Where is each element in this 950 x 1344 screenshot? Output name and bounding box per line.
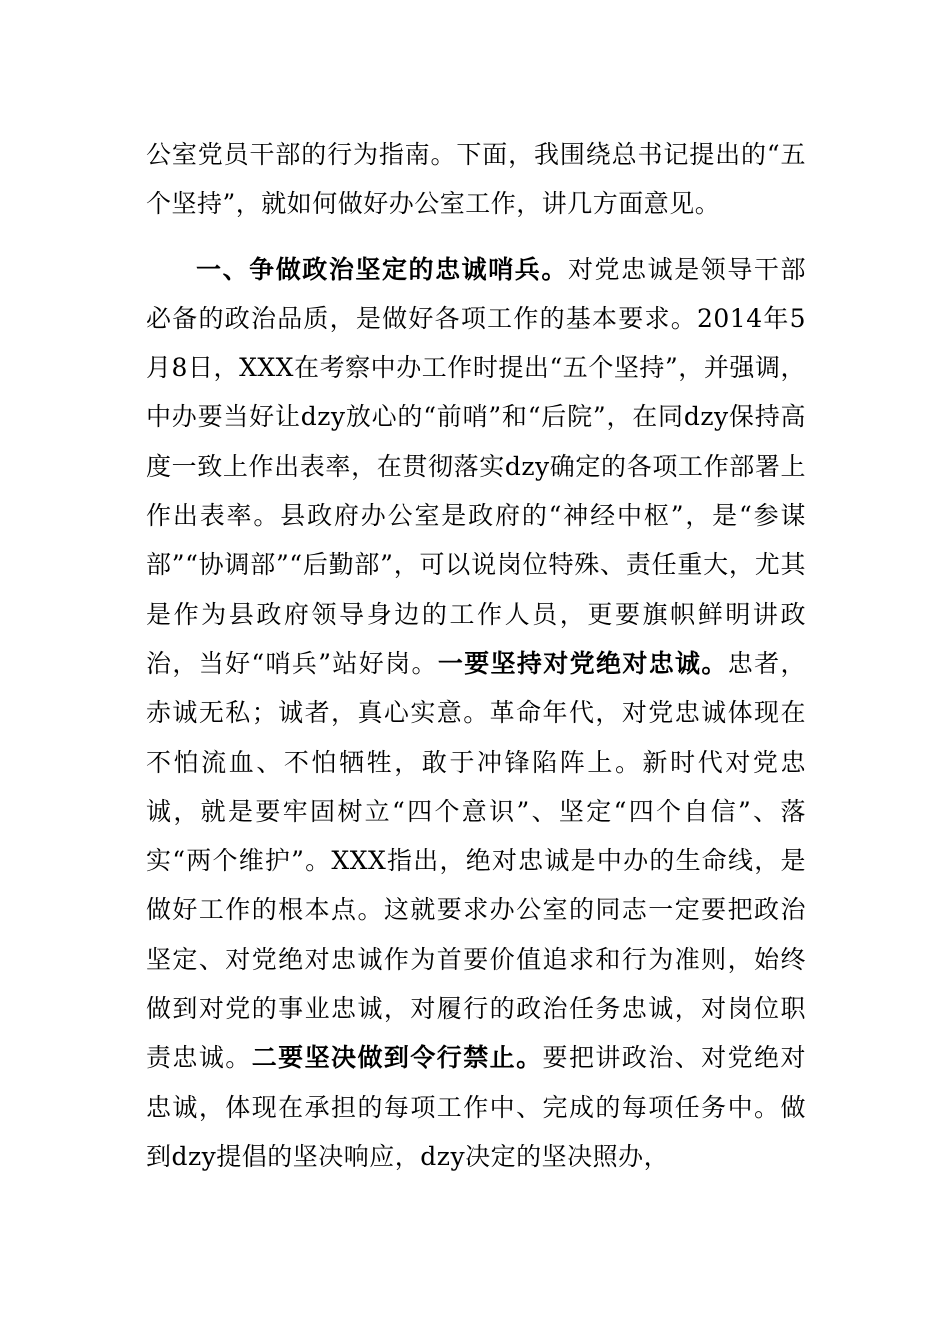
subheading-discipline: 二要坚决做到令行禁止。 xyxy=(251,1043,543,1073)
paragraph-continuation xyxy=(146,130,806,229)
section-one-paragraph xyxy=(146,245,806,1182)
paragraph-1-text: 公室党员干部的行为指南。下面，我围绕总书记提出的“五个坚持”，就如何做好办公室工作，讲几方面意见。 xyxy=(146,140,806,219)
section-heading-1: 一、争做政治坚定的忠诚哨兵。 xyxy=(196,254,568,284)
section-one-text-c: 要把讲政治、对党绝对忠诚，体现在承担的每项工作中、完成的每项任务中。做到dzy提倡的坚决响应，dzy决定的坚决照办， xyxy=(146,1043,806,1171)
section-one-text-b: 忠者，赤诚无私；诚者，真心实意。革命年代，对党忠诚体现在不怕流血、不怕牺牲，敢于冲锋陷阵上。新时代对党忠诚，就是要牢固树立“四个意识”、坚定“四个自信”、落实“两个维护”。XXX指出，绝对忠诚是中办的生命线，是做好工作的根本点。这就要求办公室的同志一定要把政治坚定、对党绝对忠诚作为首要价值追求和行为准则，始终做到对党的事业忠诚，对履行的政治任务忠诚，对岗位职责忠诚。 xyxy=(146,648,806,1073)
document-body xyxy=(146,130,806,1181)
section-one-text-a: 对党忠诚是领导干部必备的政治品质，是做好各项工作的基本要求。2014年5月8日，XXX在考察中办工作时提出“五个坚持”，并强调，中办要当好让dzy放心的“前哨”和“后院”，在同dzy保持高度一致上作出表率，在贯彻落实dzy确定的各项工作部署上作出表率。县政府办公室是政府的“神经中枢”，是“参谋部”“协调部”“后勤部”，可以说岗位特殊、责任重大，尤其是作为县政府领导身边的工作人员，更要旗帜鲜明讲政治，当好“哨兵”站好岗。 xyxy=(146,254,806,678)
subheading-loyalty: 一要坚持对党绝对忠诚。 xyxy=(437,648,728,678)
